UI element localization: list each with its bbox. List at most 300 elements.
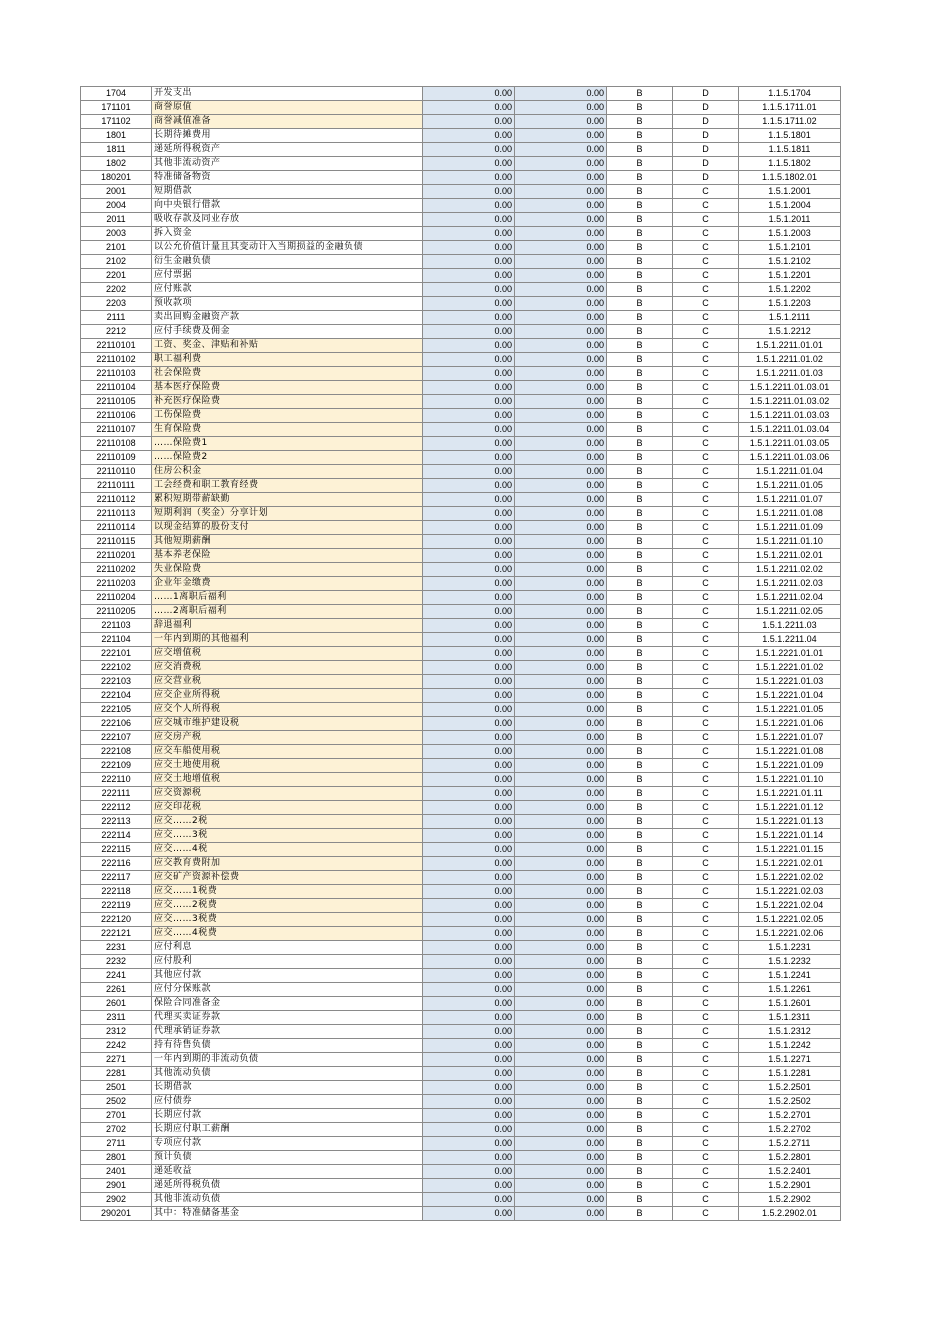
- account-name-cell[interactable]: 应付账款: [152, 283, 423, 297]
- account-name-cell[interactable]: 应付利息: [152, 941, 423, 955]
- account-name-cell[interactable]: 应交企业所得税: [152, 689, 423, 703]
- credit-amount-cell[interactable]: 0.00: [515, 829, 607, 843]
- account-name-cell[interactable]: 其他非流动负债: [152, 1193, 423, 1207]
- direction-flag-cell[interactable]: C: [673, 731, 739, 745]
- type-flag-cell[interactable]: B: [607, 521, 673, 535]
- account-name-cell[interactable]: 持有待售负债: [152, 1039, 423, 1053]
- account-name-cell[interactable]: 累积短期带薪缺勤: [152, 493, 423, 507]
- account-code-cell[interactable]: 22110204: [81, 591, 152, 605]
- account-name-cell[interactable]: 其他流动负债: [152, 1067, 423, 1081]
- account-code-cell[interactable]: 222120: [81, 913, 152, 927]
- account-code-cell[interactable]: 22110205: [81, 605, 152, 619]
- account-code-cell[interactable]: 222105: [81, 703, 152, 717]
- debit-amount-cell[interactable]: 0.00: [423, 241, 515, 255]
- type-flag-cell[interactable]: B: [607, 591, 673, 605]
- report-ref-cell[interactable]: 1.5.1.2211.01.03.02: [739, 395, 841, 409]
- report-ref-cell[interactable]: 1.5.2.2711: [739, 1137, 841, 1151]
- account-name-cell[interactable]: 失业保险费: [152, 563, 423, 577]
- account-name-cell[interactable]: 开发支出: [152, 87, 423, 101]
- type-flag-cell[interactable]: B: [607, 339, 673, 353]
- direction-flag-cell[interactable]: C: [673, 549, 739, 563]
- type-flag-cell[interactable]: B: [607, 479, 673, 493]
- account-code-cell[interactable]: 222119: [81, 899, 152, 913]
- report-ref-cell[interactable]: 1.5.1.2221.01.07: [739, 731, 841, 745]
- type-flag-cell[interactable]: B: [607, 815, 673, 829]
- type-flag-cell[interactable]: B: [607, 605, 673, 619]
- account-name-cell[interactable]: 商誉减值准备: [152, 115, 423, 129]
- account-code-cell[interactable]: 2701: [81, 1109, 152, 1123]
- direction-flag-cell[interactable]: C: [673, 381, 739, 395]
- report-ref-cell[interactable]: 1.5.1.2211.02.05: [739, 605, 841, 619]
- type-flag-cell[interactable]: B: [607, 423, 673, 437]
- direction-flag-cell[interactable]: C: [673, 815, 739, 829]
- report-ref-cell[interactable]: 1.5.2.2501: [739, 1081, 841, 1095]
- debit-amount-cell[interactable]: 0.00: [423, 507, 515, 521]
- debit-amount-cell[interactable]: 0.00: [423, 1207, 515, 1221]
- direction-flag-cell[interactable]: C: [673, 1067, 739, 1081]
- account-code-cell[interactable]: 1801: [81, 129, 152, 143]
- account-code-cell[interactable]: 2102: [81, 255, 152, 269]
- account-code-cell[interactable]: 2231: [81, 941, 152, 955]
- report-ref-cell[interactable]: 1.5.1.2221.02.02: [739, 871, 841, 885]
- direction-flag-cell[interactable]: C: [673, 1053, 739, 1067]
- type-flag-cell[interactable]: B: [607, 955, 673, 969]
- account-name-cell[interactable]: 应付分保账款: [152, 983, 423, 997]
- report-ref-cell[interactable]: 1.5.2.2902: [739, 1193, 841, 1207]
- debit-amount-cell[interactable]: 0.00: [423, 913, 515, 927]
- debit-amount-cell[interactable]: 0.00: [423, 367, 515, 381]
- account-code-cell[interactable]: 222116: [81, 857, 152, 871]
- account-name-cell[interactable]: 社会保险费: [152, 367, 423, 381]
- type-flag-cell[interactable]: B: [607, 563, 673, 577]
- direction-flag-cell[interactable]: C: [673, 521, 739, 535]
- report-ref-cell[interactable]: 1.5.1.2221.01.09: [739, 759, 841, 773]
- credit-amount-cell[interactable]: 0.00: [515, 451, 607, 465]
- account-name-cell[interactable]: 应交教育费附加: [152, 857, 423, 871]
- direction-flag-cell[interactable]: C: [673, 465, 739, 479]
- report-ref-cell[interactable]: 1.5.1.2211.01.08: [739, 507, 841, 521]
- account-code-cell[interactable]: 2212: [81, 325, 152, 339]
- account-code-cell[interactable]: 2502: [81, 1095, 152, 1109]
- account-name-cell[interactable]: 应交增值税: [152, 647, 423, 661]
- credit-amount-cell[interactable]: 0.00: [515, 759, 607, 773]
- direction-flag-cell[interactable]: C: [673, 619, 739, 633]
- type-flag-cell[interactable]: B: [607, 451, 673, 465]
- debit-amount-cell[interactable]: 0.00: [423, 171, 515, 185]
- type-flag-cell[interactable]: B: [607, 745, 673, 759]
- credit-amount-cell[interactable]: 0.00: [515, 241, 607, 255]
- debit-amount-cell[interactable]: 0.00: [423, 297, 515, 311]
- type-flag-cell[interactable]: B: [607, 913, 673, 927]
- direction-flag-cell[interactable]: C: [673, 325, 739, 339]
- account-code-cell[interactable]: 222109: [81, 759, 152, 773]
- credit-amount-cell[interactable]: 0.00: [515, 787, 607, 801]
- type-flag-cell[interactable]: B: [607, 129, 673, 143]
- account-name-cell[interactable]: 特准储备物资: [152, 171, 423, 185]
- type-flag-cell[interactable]: B: [607, 157, 673, 171]
- account-name-cell[interactable]: ……保险费1: [152, 437, 423, 451]
- account-name-cell[interactable]: 其中：特准储备基金: [152, 1207, 423, 1221]
- debit-amount-cell[interactable]: 0.00: [423, 1081, 515, 1095]
- account-name-cell[interactable]: 预计负债: [152, 1151, 423, 1165]
- account-code-cell[interactable]: 22110101: [81, 339, 152, 353]
- credit-amount-cell[interactable]: 0.00: [515, 983, 607, 997]
- report-ref-cell[interactable]: 1.5.1.2271: [739, 1053, 841, 1067]
- credit-amount-cell[interactable]: 0.00: [515, 535, 607, 549]
- account-code-cell[interactable]: 22110106: [81, 409, 152, 423]
- credit-amount-cell[interactable]: 0.00: [515, 423, 607, 437]
- credit-amount-cell[interactable]: 0.00: [515, 521, 607, 535]
- account-code-cell[interactable]: 2232: [81, 955, 152, 969]
- account-name-cell[interactable]: 应交土地使用税: [152, 759, 423, 773]
- type-flag-cell[interactable]: B: [607, 885, 673, 899]
- account-code-cell[interactable]: 222112: [81, 801, 152, 815]
- account-code-cell[interactable]: 2901: [81, 1179, 152, 1193]
- debit-amount-cell[interactable]: 0.00: [423, 465, 515, 479]
- type-flag-cell[interactable]: B: [607, 325, 673, 339]
- direction-flag-cell[interactable]: C: [673, 269, 739, 283]
- account-code-cell[interactable]: 22110112: [81, 493, 152, 507]
- account-name-cell[interactable]: 短期利润（奖金）分享计划: [152, 507, 423, 521]
- direction-flag-cell[interactable]: C: [673, 661, 739, 675]
- report-ref-cell[interactable]: 1.1.5.1802.01: [739, 171, 841, 185]
- type-flag-cell[interactable]: B: [607, 297, 673, 311]
- account-code-cell[interactable]: 22110108: [81, 437, 152, 451]
- direction-flag-cell[interactable]: C: [673, 703, 739, 717]
- type-flag-cell[interactable]: B: [607, 675, 673, 689]
- report-ref-cell[interactable]: 1.5.1.2232: [739, 955, 841, 969]
- direction-flag-cell[interactable]: C: [673, 1081, 739, 1095]
- report-ref-cell[interactable]: 1.5.1.2311: [739, 1011, 841, 1025]
- direction-flag-cell[interactable]: C: [673, 451, 739, 465]
- debit-amount-cell[interactable]: 0.00: [423, 87, 515, 101]
- report-ref-cell[interactable]: 1.5.1.2261: [739, 983, 841, 997]
- report-ref-cell[interactable]: 1.5.1.2211.01.03.01: [739, 381, 841, 395]
- type-flag-cell[interactable]: B: [607, 1067, 673, 1081]
- report-ref-cell[interactable]: 1.5.1.2221.01.13: [739, 815, 841, 829]
- account-code-cell[interactable]: 22110202: [81, 563, 152, 577]
- account-code-cell[interactable]: 222110: [81, 773, 152, 787]
- debit-amount-cell[interactable]: 0.00: [423, 115, 515, 129]
- credit-amount-cell[interactable]: 0.00: [515, 577, 607, 591]
- credit-amount-cell[interactable]: 0.00: [515, 745, 607, 759]
- type-flag-cell[interactable]: B: [607, 1109, 673, 1123]
- direction-flag-cell[interactable]: C: [673, 689, 739, 703]
- account-name-cell[interactable]: 代理承销证券款: [152, 1025, 423, 1039]
- type-flag-cell[interactable]: B: [607, 997, 673, 1011]
- account-name-cell[interactable]: 递延所得税资产: [152, 143, 423, 157]
- debit-amount-cell[interactable]: 0.00: [423, 129, 515, 143]
- account-code-cell[interactable]: 2004: [81, 199, 152, 213]
- report-ref-cell[interactable]: 1.5.1.2242: [739, 1039, 841, 1053]
- type-flag-cell[interactable]: B: [607, 927, 673, 941]
- direction-flag-cell[interactable]: C: [673, 955, 739, 969]
- credit-amount-cell[interactable]: 0.00: [515, 185, 607, 199]
- report-ref-cell[interactable]: 1.5.1.2221.01.01: [739, 647, 841, 661]
- account-code-cell[interactable]: 222104: [81, 689, 152, 703]
- direction-flag-cell[interactable]: C: [673, 633, 739, 647]
- debit-amount-cell[interactable]: 0.00: [423, 437, 515, 451]
- type-flag-cell[interactable]: B: [607, 535, 673, 549]
- debit-amount-cell[interactable]: 0.00: [423, 227, 515, 241]
- type-flag-cell[interactable]: B: [607, 1193, 673, 1207]
- direction-flag-cell[interactable]: C: [673, 997, 739, 1011]
- credit-amount-cell[interactable]: 0.00: [515, 647, 607, 661]
- direction-flag-cell[interactable]: C: [673, 367, 739, 381]
- debit-amount-cell[interactable]: 0.00: [423, 815, 515, 829]
- account-code-cell[interactable]: 1704: [81, 87, 152, 101]
- direction-flag-cell[interactable]: C: [673, 717, 739, 731]
- direction-flag-cell[interactable]: C: [673, 1095, 739, 1109]
- credit-amount-cell[interactable]: 0.00: [515, 969, 607, 983]
- credit-amount-cell[interactable]: 0.00: [515, 395, 607, 409]
- type-flag-cell[interactable]: B: [607, 437, 673, 451]
- direction-flag-cell[interactable]: C: [673, 1137, 739, 1151]
- direction-flag-cell[interactable]: C: [673, 339, 739, 353]
- account-code-cell[interactable]: 22110111: [81, 479, 152, 493]
- account-name-cell[interactable]: 以现金结算的股份支付: [152, 521, 423, 535]
- report-ref-cell[interactable]: 1.5.1.2004: [739, 199, 841, 213]
- credit-amount-cell[interactable]: 0.00: [515, 227, 607, 241]
- account-code-cell[interactable]: 222106: [81, 717, 152, 731]
- credit-amount-cell[interactable]: 0.00: [515, 1025, 607, 1039]
- report-ref-cell[interactable]: 1.5.1.2211.04: [739, 633, 841, 647]
- direction-flag-cell[interactable]: C: [673, 409, 739, 423]
- type-flag-cell[interactable]: B: [607, 381, 673, 395]
- debit-amount-cell[interactable]: 0.00: [423, 535, 515, 549]
- account-code-cell[interactable]: 2011: [81, 213, 152, 227]
- report-ref-cell[interactable]: 1.5.1.2202: [739, 283, 841, 297]
- account-name-cell[interactable]: 应交……1税费: [152, 885, 423, 899]
- credit-amount-cell[interactable]: 0.00: [515, 87, 607, 101]
- report-ref-cell[interactable]: 1.5.1.2601: [739, 997, 841, 1011]
- direction-flag-cell[interactable]: C: [673, 577, 739, 591]
- account-name-cell[interactable]: 应交营业税: [152, 675, 423, 689]
- account-name-cell[interactable]: 职工福利费: [152, 353, 423, 367]
- direction-flag-cell[interactable]: C: [673, 1123, 739, 1137]
- report-ref-cell[interactable]: 1.5.1.2211.01.02: [739, 353, 841, 367]
- credit-amount-cell[interactable]: 0.00: [515, 703, 607, 717]
- type-flag-cell[interactable]: B: [607, 899, 673, 913]
- report-ref-cell[interactable]: 1.5.1.2221.01.08: [739, 745, 841, 759]
- account-code-cell[interactable]: 2101: [81, 241, 152, 255]
- account-name-cell[interactable]: 递延所得税负债: [152, 1179, 423, 1193]
- debit-amount-cell[interactable]: 0.00: [423, 1165, 515, 1179]
- account-name-cell[interactable]: 基本养老保险: [152, 549, 423, 563]
- debit-amount-cell[interactable]: 0.00: [423, 1151, 515, 1165]
- direction-flag-cell[interactable]: C: [673, 913, 739, 927]
- credit-amount-cell[interactable]: 0.00: [515, 493, 607, 507]
- direction-flag-cell[interactable]: C: [673, 591, 739, 605]
- report-ref-cell[interactable]: 1.5.1.2001: [739, 185, 841, 199]
- credit-amount-cell[interactable]: 0.00: [515, 1193, 607, 1207]
- credit-amount-cell[interactable]: 0.00: [515, 297, 607, 311]
- report-ref-cell[interactable]: 1.5.1.2003: [739, 227, 841, 241]
- credit-amount-cell[interactable]: 0.00: [515, 269, 607, 283]
- credit-amount-cell[interactable]: 0.00: [515, 353, 607, 367]
- account-code-cell[interactable]: 22110114: [81, 521, 152, 535]
- credit-amount-cell[interactable]: 0.00: [515, 955, 607, 969]
- type-flag-cell[interactable]: B: [607, 619, 673, 633]
- account-code-cell[interactable]: 222118: [81, 885, 152, 899]
- direction-flag-cell[interactable]: C: [673, 283, 739, 297]
- account-code-cell[interactable]: 2241: [81, 969, 152, 983]
- account-name-cell[interactable]: 应交印花税: [152, 801, 423, 815]
- direction-flag-cell[interactable]: C: [673, 773, 739, 787]
- account-name-cell[interactable]: 应交……3税: [152, 829, 423, 843]
- debit-amount-cell[interactable]: 0.00: [423, 1109, 515, 1123]
- account-name-cell[interactable]: 企业年金缴费: [152, 577, 423, 591]
- direction-flag-cell[interactable]: C: [673, 353, 739, 367]
- debit-amount-cell[interactable]: 0.00: [423, 577, 515, 591]
- credit-amount-cell[interactable]: 0.00: [515, 381, 607, 395]
- direction-flag-cell[interactable]: C: [673, 1039, 739, 1053]
- type-flag-cell[interactable]: B: [607, 367, 673, 381]
- credit-amount-cell[interactable]: 0.00: [515, 1053, 607, 1067]
- report-ref-cell[interactable]: 1.5.1.2221.01.12: [739, 801, 841, 815]
- account-name-cell[interactable]: 应交矿产资源补偿费: [152, 871, 423, 885]
- report-ref-cell[interactable]: 1.5.1.2211.01.03: [739, 367, 841, 381]
- account-code-cell[interactable]: 222117: [81, 871, 152, 885]
- account-code-cell[interactable]: 22110107: [81, 423, 152, 437]
- credit-amount-cell[interactable]: 0.00: [515, 1207, 607, 1221]
- credit-amount-cell[interactable]: 0.00: [515, 941, 607, 955]
- report-ref-cell[interactable]: 1.5.2.2702: [739, 1123, 841, 1137]
- account-name-cell[interactable]: 应交房产税: [152, 731, 423, 745]
- direction-flag-cell[interactable]: C: [673, 745, 739, 759]
- type-flag-cell[interactable]: B: [607, 1179, 673, 1193]
- debit-amount-cell[interactable]: 0.00: [423, 199, 515, 213]
- account-code-cell[interactable]: 2281: [81, 1067, 152, 1081]
- debit-amount-cell[interactable]: 0.00: [423, 885, 515, 899]
- direction-flag-cell[interactable]: C: [673, 1109, 739, 1123]
- direction-flag-cell[interactable]: D: [673, 171, 739, 185]
- credit-amount-cell[interactable]: 0.00: [515, 1179, 607, 1193]
- debit-amount-cell[interactable]: 0.00: [423, 381, 515, 395]
- report-ref-cell[interactable]: 1.5.1.2281: [739, 1067, 841, 1081]
- report-ref-cell[interactable]: 1.5.1.2211.01.10: [739, 535, 841, 549]
- credit-amount-cell[interactable]: 0.00: [515, 129, 607, 143]
- account-code-cell[interactable]: 22110203: [81, 577, 152, 591]
- report-ref-cell[interactable]: 1.5.1.2211.01.03.04: [739, 423, 841, 437]
- report-ref-cell[interactable]: 1.5.1.2221.02.03: [739, 885, 841, 899]
- report-ref-cell[interactable]: 1.1.5.1704: [739, 87, 841, 101]
- account-code-cell[interactable]: 222101: [81, 647, 152, 661]
- credit-amount-cell[interactable]: 0.00: [515, 171, 607, 185]
- credit-amount-cell[interactable]: 0.00: [515, 1165, 607, 1179]
- report-ref-cell[interactable]: 1.5.1.2211.02.02: [739, 563, 841, 577]
- account-name-cell[interactable]: 一年内到期的非流动负债: [152, 1053, 423, 1067]
- report-ref-cell[interactable]: 1.5.1.2221.02.06: [739, 927, 841, 941]
- debit-amount-cell[interactable]: 0.00: [423, 549, 515, 563]
- type-flag-cell[interactable]: B: [607, 115, 673, 129]
- account-name-cell[interactable]: 工伤保险费: [152, 409, 423, 423]
- account-name-cell[interactable]: 以公允价值计量且其变动计入当期损益的金融负债: [152, 241, 423, 255]
- credit-amount-cell[interactable]: 0.00: [515, 899, 607, 913]
- report-ref-cell[interactable]: 1.5.1.2211.01.07: [739, 493, 841, 507]
- debit-amount-cell[interactable]: 0.00: [423, 871, 515, 885]
- account-name-cell[interactable]: 工会经费和职工教育经费: [152, 479, 423, 493]
- type-flag-cell[interactable]: B: [607, 689, 673, 703]
- credit-amount-cell[interactable]: 0.00: [515, 1095, 607, 1109]
- report-ref-cell[interactable]: 1.5.1.2221.02.01: [739, 857, 841, 871]
- debit-amount-cell[interactable]: 0.00: [423, 605, 515, 619]
- credit-amount-cell[interactable]: 0.00: [515, 1151, 607, 1165]
- account-code-cell[interactable]: 2001: [81, 185, 152, 199]
- credit-amount-cell[interactable]: 0.00: [515, 773, 607, 787]
- account-name-cell[interactable]: 补充医疗保险费: [152, 395, 423, 409]
- debit-amount-cell[interactable]: 0.00: [423, 717, 515, 731]
- account-code-cell[interactable]: 2801: [81, 1151, 152, 1165]
- account-code-cell[interactable]: 2202: [81, 283, 152, 297]
- type-flag-cell[interactable]: B: [607, 1151, 673, 1165]
- debit-amount-cell[interactable]: 0.00: [423, 633, 515, 647]
- type-flag-cell[interactable]: B: [607, 633, 673, 647]
- credit-amount-cell[interactable]: 0.00: [515, 325, 607, 339]
- credit-amount-cell[interactable]: 0.00: [515, 857, 607, 871]
- direction-flag-cell[interactable]: C: [673, 1025, 739, 1039]
- report-ref-cell[interactable]: 1.5.2.2801: [739, 1151, 841, 1165]
- report-ref-cell[interactable]: 1.5.1.2212: [739, 325, 841, 339]
- type-flag-cell[interactable]: B: [607, 577, 673, 591]
- debit-amount-cell[interactable]: 0.00: [423, 899, 515, 913]
- account-name-cell[interactable]: ……保险费2: [152, 451, 423, 465]
- credit-amount-cell[interactable]: 0.00: [515, 885, 607, 899]
- account-name-cell[interactable]: 应交车船使用税: [152, 745, 423, 759]
- type-flag-cell[interactable]: B: [607, 1095, 673, 1109]
- credit-amount-cell[interactable]: 0.00: [515, 815, 607, 829]
- debit-amount-cell[interactable]: 0.00: [423, 311, 515, 325]
- debit-amount-cell[interactable]: 0.00: [423, 353, 515, 367]
- account-code-cell[interactable]: 2601: [81, 997, 152, 1011]
- account-code-cell[interactable]: 1811: [81, 143, 152, 157]
- account-code-cell[interactable]: 222114: [81, 829, 152, 843]
- account-name-cell[interactable]: 其他短期薪酬: [152, 535, 423, 549]
- account-name-cell[interactable]: 基本医疗保险费: [152, 381, 423, 395]
- credit-amount-cell[interactable]: 0.00: [515, 1067, 607, 1081]
- type-flag-cell[interactable]: B: [607, 647, 673, 661]
- credit-amount-cell[interactable]: 0.00: [515, 1081, 607, 1095]
- direction-flag-cell[interactable]: C: [673, 507, 739, 521]
- direction-flag-cell[interactable]: C: [673, 1179, 739, 1193]
- credit-amount-cell[interactable]: 0.00: [515, 255, 607, 269]
- direction-flag-cell[interactable]: C: [673, 213, 739, 227]
- report-ref-cell[interactable]: 1.5.1.2101: [739, 241, 841, 255]
- credit-amount-cell[interactable]: 0.00: [515, 605, 607, 619]
- credit-amount-cell[interactable]: 0.00: [515, 283, 607, 297]
- credit-amount-cell[interactable]: 0.00: [515, 661, 607, 675]
- report-ref-cell[interactable]: 1.5.1.2211.01.04: [739, 465, 841, 479]
- debit-amount-cell[interactable]: 0.00: [423, 1067, 515, 1081]
- type-flag-cell[interactable]: B: [607, 269, 673, 283]
- account-code-cell[interactable]: 222121: [81, 927, 152, 941]
- credit-amount-cell[interactable]: 0.00: [515, 213, 607, 227]
- account-name-cell[interactable]: 专项应付款: [152, 1137, 423, 1151]
- type-flag-cell[interactable]: B: [607, 241, 673, 255]
- direction-flag-cell[interactable]: C: [673, 563, 739, 577]
- type-flag-cell[interactable]: B: [607, 801, 673, 815]
- debit-amount-cell[interactable]: 0.00: [423, 563, 515, 577]
- credit-amount-cell[interactable]: 0.00: [515, 1109, 607, 1123]
- account-name-cell[interactable]: 预收款项: [152, 297, 423, 311]
- debit-amount-cell[interactable]: 0.00: [423, 591, 515, 605]
- credit-amount-cell[interactable]: 0.00: [515, 311, 607, 325]
- direction-flag-cell[interactable]: C: [673, 899, 739, 913]
- direction-flag-cell[interactable]: C: [673, 647, 739, 661]
- debit-amount-cell[interactable]: 0.00: [423, 423, 515, 437]
- credit-amount-cell[interactable]: 0.00: [515, 633, 607, 647]
- type-flag-cell[interactable]: B: [607, 171, 673, 185]
